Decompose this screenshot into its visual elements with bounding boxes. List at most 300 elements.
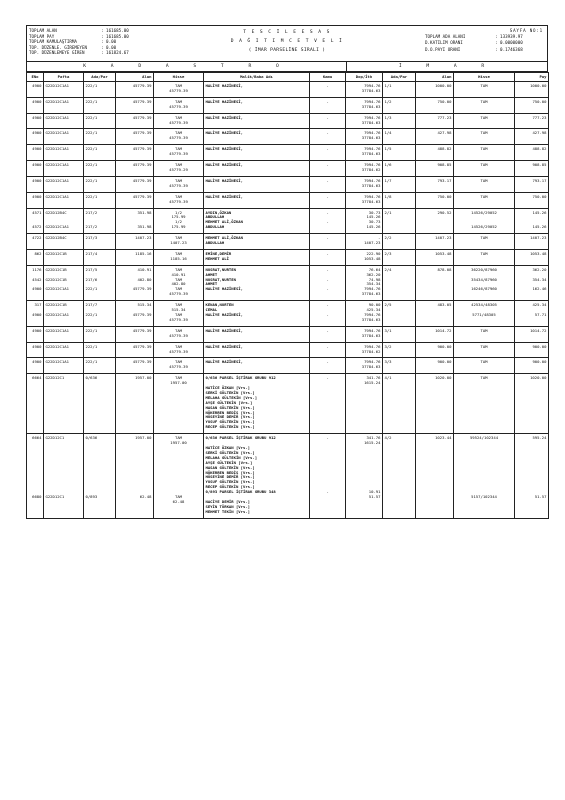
pay-text: 908.85 (532, 162, 547, 168)
share-cell (154, 249, 204, 265)
imar-ada-parsel-cell (383, 208, 416, 234)
header-title-block (207, 28, 367, 55)
imar-ada-parsel-cell (383, 326, 416, 342)
owner-text: HALİYE HAZİNESİ, (205, 343, 243, 349)
imar-ada-parsel-cell (383, 434, 416, 518)
owner-cell (204, 192, 310, 208)
owner-text: MELAHA GÜLTEKİN [Vrs.] (205, 454, 258, 460)
ada-parsel-cell (84, 358, 116, 374)
area-text: 62.48 (139, 493, 152, 499)
dop-ith-cell (346, 234, 383, 250)
owner-text: HALİYE HAZİNESİ, (205, 114, 243, 120)
imar-share-text: TAM (480, 193, 488, 199)
imar-area-cell (416, 234, 454, 250)
imar-area-cell (416, 161, 454, 177)
share-text: 45779.39 (169, 364, 188, 370)
entry-no-cell (27, 145, 44, 161)
area-text: 45779.39 (132, 130, 152, 136)
pay-text: 1053.48 (530, 250, 547, 256)
imar-ada-parsel-text: 1/3 (384, 114, 392, 120)
imar-area-text: 908.85 (437, 162, 452, 168)
total-value: : 0.00 (101, 39, 117, 45)
entry-no-text: 6664 (32, 375, 42, 381)
dop-ith-cell (346, 342, 383, 358)
share-text: TAM (174, 177, 183, 183)
share-text: 45779.39 (169, 135, 188, 141)
pafta-cell (44, 113, 84, 129)
dop-ith-text: 1053.48 (364, 255, 381, 261)
ada-parsel-cell (84, 301, 116, 327)
share-text: TAM (174, 302, 183, 308)
imar-share-text: TAM (480, 375, 488, 381)
imar-ada-parsel-text: 1/4 (384, 130, 392, 136)
total-label: TOPLAM ALAN (29, 28, 57, 33)
imar-share-text: 5157/102344 (471, 493, 497, 499)
dop-ith-text: 7994.76 (364, 359, 381, 365)
ratio-value: : 133939.97 (495, 34, 523, 40)
public-cell (310, 374, 346, 434)
dop-ith-text: 74.98 (368, 276, 381, 282)
entry-no-text: 4900 (32, 146, 42, 152)
owner-text: SERKİ GÜLTEKİN [Vrs.] (205, 389, 255, 395)
dop-ith-cell (346, 161, 383, 177)
share-text: TAM (174, 493, 183, 499)
table-row (27, 161, 549, 177)
pafta-text: G22D12C1A1 (45, 193, 69, 199)
public-text: - (326, 130, 329, 136)
imar-area-text: 1053.48 (435, 250, 452, 256)
imar-ada-parsel-text: 1/6 (384, 162, 392, 168)
public-text: - (326, 98, 329, 104)
public-cell (310, 176, 346, 192)
pafta-text: G22D12C1 (45, 435, 65, 441)
imar-area-text: 1407.23 (435, 235, 452, 241)
pafta-cell (44, 145, 84, 161)
share-text: TAM (174, 235, 183, 241)
imar-ada-parsel-cell (383, 97, 416, 113)
entry-no-text: 4900 (32, 162, 42, 168)
imar-ada-parsel-text: 3/2 (384, 343, 392, 349)
share-cell (154, 82, 204, 98)
imar-ada-parsel-text: 4/2 (384, 435, 392, 441)
owner-text: HALİYE HAZİNESİ, (205, 193, 243, 199)
ada-parsel-cell (84, 145, 116, 161)
dop-ith-text: 341.76 (366, 435, 381, 441)
owner-text: 0/636 PARSEL İŞTİRAK GRUBU 912 (205, 435, 276, 441)
column-header: Pafta (44, 73, 84, 82)
dop-ith-text: 37784.63 (361, 291, 381, 297)
pay-cell (515, 113, 549, 129)
pafta-text: G22D12C1A1 (45, 114, 69, 120)
dop-ith-text: 1615.24 (364, 380, 381, 386)
ada-parsel-text: 222/1 (85, 98, 98, 104)
share-text: 45779.39 (169, 103, 188, 109)
imar-ada-parsel-cell (383, 176, 416, 192)
table-row (27, 176, 549, 192)
pafta-cell (44, 192, 84, 208)
public-cell (310, 342, 346, 358)
owner-cell (204, 301, 310, 327)
table-row (27, 208, 549, 234)
ada-parsel-text: 222/1 (85, 114, 98, 120)
area-text: 351.98 (137, 224, 152, 230)
ada-parsel-cell (84, 374, 116, 434)
pafta-cell (44, 129, 84, 145)
dop-ith-text: 341.76 (366, 375, 381, 381)
area-cell (116, 265, 154, 300)
imar-area-text: 793.17 (437, 177, 452, 183)
owner-text: HALİYE HAZİNESİ, (205, 312, 243, 317)
imar-area-text: 290.52 (437, 209, 452, 215)
public-text: - (326, 286, 329, 292)
dop-ith-text: 7994.76 (364, 177, 381, 183)
ada-parsel-cell (84, 113, 116, 129)
public-cell (310, 234, 346, 250)
area-cell (116, 434, 154, 518)
dop-ith-text: 76.64 (368, 266, 381, 272)
pafta-text: G22D12C1A1 (45, 98, 69, 104)
entry-no-cell (27, 161, 44, 177)
share-text: 45779.39 (169, 182, 188, 188)
entry-no-cell (27, 234, 44, 250)
imar-share-cell (454, 265, 515, 300)
owner-text: ABDULLAH (205, 224, 225, 230)
ada-parsel-text: 222/1 (85, 193, 98, 199)
pafta-text: G22D12C1A1 (45, 177, 69, 183)
share-text: TAM (174, 375, 183, 381)
ada-parsel-text: 0/636 (85, 435, 98, 441)
pafta-text: G22D12C1A1 (45, 146, 69, 152)
column-header: Hisse (454, 73, 515, 82)
imar-area-cell (416, 301, 454, 327)
total-label: TOP. DÜZENLEMEYE GİREN (29, 50, 85, 56)
owner-cell (204, 358, 310, 374)
owner-cell (204, 434, 310, 518)
dop-ith-text: 37784.63 (361, 135, 381, 141)
dop-ith-text: 51.57 (368, 493, 381, 499)
public-text: - (326, 193, 329, 199)
public-text: - (326, 114, 329, 120)
dop-ith-text: 37784.63 (361, 316, 381, 322)
share-text: TAM (174, 435, 183, 441)
public-cell (310, 265, 346, 300)
owner-text: HÜSEYİNE DEMİR [Vrs.] (205, 474, 255, 480)
imar-ada-parsel-cell (383, 234, 416, 250)
dop-ith-text: 7994.76 (364, 343, 381, 349)
entry-no-cell (27, 301, 44, 327)
ada-parsel-cell (84, 176, 116, 192)
table-row (27, 374, 549, 434)
owner-text: HALİYE HAZİNESİ, (205, 83, 243, 88)
column-header: Alan (416, 73, 454, 82)
pafta-cell (44, 161, 84, 177)
owner-text: AYŞE GÜLTEKİN [Vrs.] (205, 399, 253, 405)
dop-ith-text: 1615.24 (364, 440, 381, 446)
public-cell (310, 358, 346, 374)
ada-parsel-text: 222/1 (85, 83, 98, 88)
entry-no-cell (27, 326, 44, 342)
table-row (27, 192, 549, 208)
dop-ith-text: 7994.76 (364, 327, 381, 333)
imar-area-text: 1023.44 (435, 435, 452, 441)
column-header: Alan (116, 73, 154, 82)
imar-area-cell (416, 434, 454, 518)
dop-ith-text: 37784.63 (361, 198, 381, 204)
imar-share-cell (454, 129, 515, 145)
imar-ada-parsel-cell (383, 113, 416, 129)
table-row (27, 326, 549, 342)
share-cell (154, 145, 204, 161)
pay-text: 57.71 (534, 311, 547, 317)
owner-text: NUSRAT,NURTEN (205, 266, 236, 272)
table-row (27, 301, 549, 327)
owner-text: YUSUF GÜLTEKİN [Vrs.] (205, 419, 255, 425)
public-cell (310, 326, 346, 342)
table-body (27, 82, 549, 519)
imar-ada-parsel-cell (383, 161, 416, 177)
ratio-value: : 0.0000000 (495, 40, 523, 46)
pafta-text: G22D12C1A1 (45, 286, 69, 292)
pay-text: 793.17 (532, 177, 547, 183)
ada-parsel-text: 222/1 (85, 311, 98, 317)
public-cell (310, 97, 346, 113)
ada-parsel-text: 217/3 (85, 235, 98, 241)
ada-parsel-cell (84, 434, 116, 518)
imar-share-cell (454, 145, 515, 161)
imar-ada-parsel-text: 1/5 (384, 146, 392, 152)
imar-share-text: 42534/48305 (471, 302, 497, 308)
share-text: 175.99 (171, 224, 186, 230)
total-value: : 161824.67 (101, 50, 129, 56)
pafta-text: G22D12C1B (45, 250, 67, 256)
entry-no-text: 4900 (32, 130, 42, 136)
pay-cell (515, 326, 549, 342)
ada-parsel-cell (84, 342, 116, 358)
share-cell (154, 374, 204, 434)
pafta-text: G22D12C1A1 (45, 224, 69, 230)
share-text: TAM (174, 193, 183, 199)
ada-parsel-cell (84, 234, 116, 250)
imar-share-text: TAM (480, 114, 488, 120)
share-text: TAM (174, 130, 183, 136)
area-text: 45779.39 (132, 98, 152, 104)
column-header: Hisse (154, 73, 204, 82)
public-text: - (326, 146, 329, 152)
area-text: 351.98 (137, 209, 152, 215)
pay-cell (515, 129, 549, 145)
total-value: : 0.00 (101, 44, 117, 50)
pafta-text: G22D12B4C (45, 209, 67, 215)
dop-ith-text: 1407.23 (364, 240, 381, 246)
share-text: TAM (174, 359, 183, 365)
share-text: TAM (174, 98, 183, 104)
owner-cell (204, 129, 310, 145)
imar-share-text: TAM (480, 235, 488, 241)
pay-cell (515, 176, 549, 192)
area-cell (116, 249, 154, 265)
entry-no-cell (27, 265, 44, 300)
ada-parsel-cell (84, 265, 116, 300)
dop-ith-text: 37784.63 (361, 103, 381, 109)
header-box (26, 25, 548, 62)
dop-ith-text: 37784.63 (361, 151, 381, 157)
total-label: TOPLAM PAY (29, 33, 55, 39)
area-cell (116, 113, 154, 129)
imar-area-cell (416, 129, 454, 145)
entry-no-text: 4900 (32, 359, 42, 365)
entry-no-text: 4900 (32, 343, 42, 349)
share-text: TAM (174, 276, 183, 282)
owner-cell (204, 97, 310, 113)
dop-ith-text: 37784.62 (361, 348, 381, 354)
owner-text: SEYİN TÜRKAN [Vrs.] (205, 503, 251, 509)
table-row (27, 342, 549, 358)
ada-parsel-text: 222/1 (85, 177, 98, 183)
owner-text: HASAN GÜLTEKİN [Vrs.] (205, 404, 255, 410)
ratio-line (425, 47, 547, 53)
area-cell (116, 97, 154, 113)
entry-no-cell (27, 208, 44, 234)
ada-parsel-text: 222/1 (85, 146, 98, 152)
owner-text: AYDIN,ÖZKAN (205, 209, 232, 215)
pay-cell (515, 234, 549, 250)
area-text: 1407.23 (135, 235, 152, 241)
pay-text: 900.00 (532, 359, 547, 365)
owner-text: NÜKERREN BEDİŞ [Vrs.] (205, 469, 255, 475)
entry-no-text: 4900 (32, 98, 42, 104)
owner-text: CEMAL (205, 307, 218, 313)
dop-ith-text: 37784.63 (361, 182, 381, 188)
share-cell (154, 326, 204, 342)
owner-text: ABDULLAH (205, 214, 225, 220)
ratio-label: D.KATILIM ORANI (425, 40, 463, 46)
area-cell (116, 82, 154, 98)
area-cell (116, 208, 154, 234)
share-text: 1/2 (174, 219, 183, 225)
pafta-text: G22D12C1B (45, 276, 67, 282)
document-note: ( İMAR PARSELİNE SIRALI ) (248, 48, 326, 53)
area-text: 45779.39 (132, 311, 152, 317)
imar-share-text: TAM (480, 162, 488, 168)
pay-cell (515, 192, 549, 208)
public-text: - (326, 359, 329, 365)
owner-text: AHMET (205, 281, 218, 287)
share-text: TAM (174, 146, 183, 152)
dop-ith-cell (346, 358, 383, 374)
imar-share-text: TAM (480, 359, 488, 365)
dop-ith-cell (346, 326, 383, 342)
ada-parsel-text: 222/1 (85, 286, 98, 292)
ada-parsel-text: 222/1 (85, 343, 98, 349)
share-cell (154, 161, 204, 177)
imar-share-text: 36220/87960 (471, 266, 497, 272)
pafta-cell (44, 301, 84, 327)
area-cell (116, 358, 154, 374)
public-text: - (326, 302, 329, 308)
imar-area-text: 750.00 (437, 193, 452, 199)
owner-text: HÜSEYİNE DEMİR [Vrs.] (205, 414, 255, 420)
table-row (27, 249, 549, 265)
dop-ith-text: 222.90 (366, 250, 381, 256)
ada-parsel-text: 217/2 (85, 224, 98, 230)
share-cell (154, 208, 204, 234)
imar-share-text: 16246/87960 (471, 286, 497, 292)
imar-share-cell (454, 342, 515, 358)
pay-cell (515, 249, 549, 265)
owner-text: HALİYE HAZİNESİ, (205, 327, 243, 333)
pay-text: 1014.72 (530, 327, 547, 333)
entry-no-text: 4900 (32, 311, 42, 317)
imar-share-text: TAM (480, 343, 488, 349)
pay-cell (515, 208, 549, 234)
pay-text: 488.82 (532, 146, 547, 152)
owner-text: 0/893 PARSEL İŞTİRAK GRUBU 348 (205, 489, 276, 495)
imar-share-cell (454, 113, 515, 129)
imar-ada-parsel-cell (383, 342, 416, 358)
dop-ith-cell (346, 113, 383, 129)
public-text: - (326, 83, 329, 88)
owner-text: HATİCE ÖZKAN [Vrs.] (205, 445, 251, 450)
pay-text: 900.00 (532, 343, 547, 349)
imar-area-text: 427.98 (437, 130, 452, 136)
imar-ada-parsel-cell (383, 145, 416, 161)
imar-area-cell (416, 265, 454, 300)
imar-area-cell (416, 82, 454, 98)
pafta-text: G22D12C1A1 (45, 83, 69, 88)
pay-text: 145.26 (532, 209, 547, 215)
ada-parsel-text: 217/6 (85, 276, 98, 282)
pay-text: 425.34 (532, 302, 547, 308)
share-text: 45779.39 (169, 119, 188, 125)
ada-parsel-text: 217/5 (85, 266, 98, 272)
dop-ith-text: 90.00 (368, 302, 381, 308)
share-cell (154, 192, 204, 208)
entry-no-cell (27, 249, 44, 265)
owner-text: HALİYE HAZİNESİ, (205, 286, 243, 292)
public-cell (310, 145, 346, 161)
entry-no-cell (27, 129, 44, 145)
share-cell (154, 97, 204, 113)
share-text: 45779.39 (169, 198, 188, 204)
area-text: 1185.16 (135, 250, 152, 256)
public-cell (310, 82, 346, 98)
pafta-cell (44, 208, 84, 234)
column-header: Kamu (310, 73, 346, 82)
pay-text: 162.46 (532, 286, 547, 292)
imar-share-cell (454, 97, 515, 113)
imar-share-text: TAM (480, 177, 488, 183)
owner-text: MEHMET ALİ,ÖZKAN (205, 235, 243, 241)
pafta-cell (44, 434, 84, 518)
pafta-cell (44, 176, 84, 192)
imar-ada-parsel-cell (383, 129, 416, 145)
public-text: - (326, 489, 329, 495)
entry-no-text: 4900 (32, 327, 42, 333)
entry-no-text: 6680 (32, 493, 42, 499)
imar-area-text: 1000.00 (435, 83, 452, 88)
ratio-value: : 0.1746368 (495, 46, 523, 52)
area-text: 45779.39 (132, 327, 152, 333)
owner-text: NACİYE DEMİR [Vrs.] (205, 498, 251, 504)
ada-parsel-text: 0/636 (85, 375, 98, 381)
entry-no-text: 317 (34, 302, 42, 308)
area-text: 410.91 (137, 266, 152, 272)
area-text: 1957.00 (135, 375, 152, 381)
pay-text: 1407.23 (530, 235, 547, 241)
imar-share-cell (454, 249, 515, 265)
imar-share-cell (454, 358, 515, 374)
imar-ada-parsel-cell (383, 374, 416, 434)
